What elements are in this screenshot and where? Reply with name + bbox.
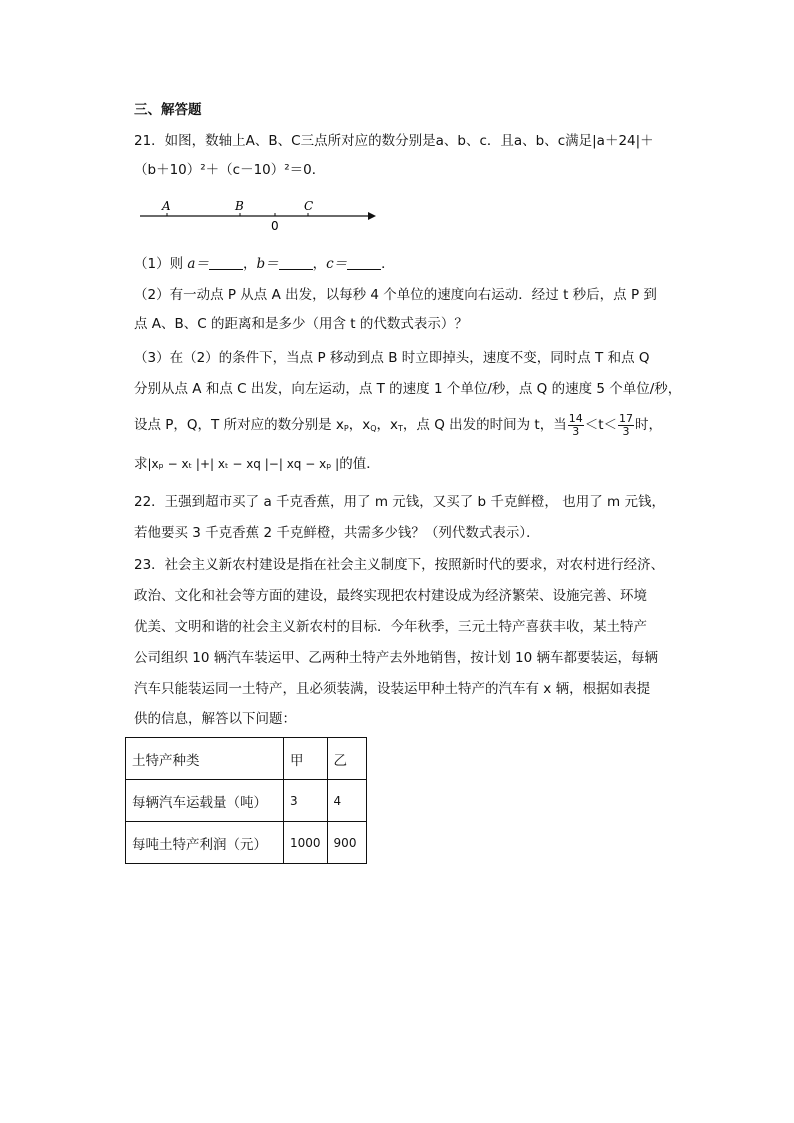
absolute-expression: |xₚ − xₜ |+| xₜ − xq |−| xq − xₚ | [147,457,340,471]
part1-sep: ， [312,256,327,272]
label-c: C [304,199,314,213]
fraction-17-3: $\frac{17}{3}$ [619,411,633,438]
table-cell: 900 [327,822,366,864]
answer-blank-a[interactable] [209,255,243,270]
part1-sep: ， [242,256,257,272]
sub-p: P [343,424,349,433]
axis-arrow-icon [368,212,376,220]
q21-part3-line-1: （3）在（2）的条件下，当点 P 移动到点 B 时立即掉头，速度不变，同时点 T 和点 Q [134,350,650,366]
part1-end: ． [381,256,395,272]
part1-c-label: c＝ [326,256,348,272]
part1-b-label: b＝ [256,256,279,272]
label-a: A [162,199,171,213]
q23-line-4: 公司组织 10 辆汽车装运甲、乙两种土特产去外地销售，按计划 10 辆车都要装运，每辆 [134,650,659,666]
q22-line-2: 若他要买 3 千克香蕉 2 千克鲜橙，共需多少钱？（列代数式表示）． [134,525,540,541]
sub-q: Q [370,424,377,433]
fraction-14-3: $\frac{14}{3}$ [568,411,583,438]
table-cell: 1000 [284,822,328,864]
q21-part1 [134,254,395,274]
label-b: B [235,199,244,213]
section-title: 三、解答题 [134,102,202,118]
q23-line-3: 优美、文明和谐的社会主义新农村的目标．今年秋季，三元土特产喜获丰收，某土特产 [134,619,647,635]
table-cell: 4 [327,780,366,822]
table-header-cell: 甲 [284,738,328,780]
part3-prefix: 求 [134,456,148,472]
table-header-cell: 乙 [327,738,366,780]
q21-part3-line-2: 分别从点 A 和点 C 出发，向左运动，点 T 的速度 1 个单位/秒，点 Q 的速度 5 个单位/秒， [134,381,682,397]
table-row [126,822,367,864]
part3-text: 设点 P，Q，T 所对应的数分别是 x [134,417,344,433]
part3-suffix: 的值． [339,456,380,472]
answer-blank-c[interactable] [347,255,381,270]
part3-text: ，x [376,417,399,433]
table-header-row [126,738,367,780]
table-header-cell: 土特产种类 [126,738,284,780]
answer-blank-b[interactable] [279,255,313,270]
q22-line-1: 22．王强到超市买了 a 千克香蕉，用了 m 元钱，又买了 b 千克鲜橙， 也用了 m 元钱， [134,494,665,510]
label-zero: 0 [271,219,279,233]
table-cell: 每辆汽车运载量（吨） [126,780,284,822]
part3-text: ，x [348,417,371,433]
table-cell: 每吨土特产利润（元） [126,822,284,864]
sub-t: T [398,424,403,433]
product-table [125,737,367,864]
q21-part3-line-3 [134,412,662,442]
part1-a-label: a＝ [187,256,209,272]
q21-line-2: （b＋10）²＋（c－10）²＝0． [134,162,326,178]
q23-line-1: 23．社会主义新农村建设是指在社会主义制度下，按照新时代的要求，对农村进行经济、 [134,557,665,573]
part1-prefix: （1）则 [134,256,188,272]
part3-text: ，点 Q 出发的时间为 t，当 [402,417,567,433]
table-cell: 3 [284,780,328,822]
q21-line-1: 21．如图，数轴上A、B、C三点所对应的数分别是a、b、c．且a、b、c满足|a＋24|＋ [134,133,654,149]
table-row [126,780,367,822]
q21-part2-line-1: （2）有一动点 P 从点 A 出发，以每秒 4 个单位的速度向右运动．经过 t 秒后，点 P 到 [134,287,657,303]
q23-line-6: 供的信息，解答以下问题： [134,711,296,727]
q21-part3-line-4 [134,454,380,474]
part3-text: 时， [635,417,662,433]
q21-part2-line-2: 点 A、B、C 的距离和是多少（用含 t 的代数式表示）？ [134,316,468,332]
q23-line-2: 政治、文化和社会等方面的建设，最终实现把农村建设成为经济繁荣、设施完善、环境 [134,588,647,604]
q23-line-5: 汽车只能装运同一土特产，且必须装满，设装运甲种土特产的汽车有 x 辆，根据如表提 [134,681,651,697]
part3-inequality: ＜t＜ [584,417,617,433]
number-line-diagram [140,196,380,236]
